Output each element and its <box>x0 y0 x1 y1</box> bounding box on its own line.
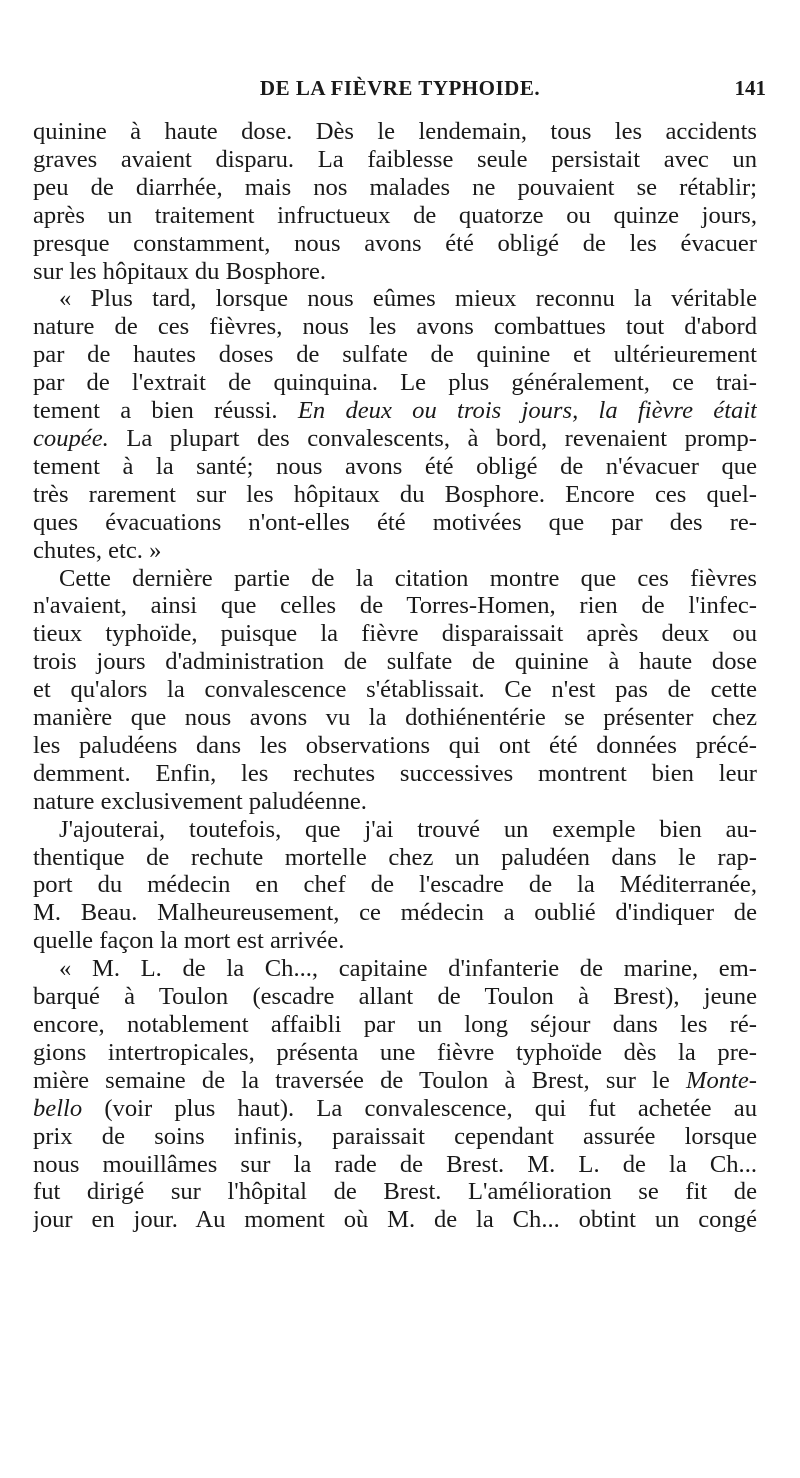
text-line: après un traitement infructueux de quatorze ou quinze jours, <box>33 201 757 229</box>
text-line: tement a bien réussi. En deux ou trois jours, la fièvre était <box>33 397 757 425</box>
text-line: ques évacuations n'ont-elles été motivées que par des re- <box>33 508 757 536</box>
text-line: thentique de rechute mortelle chez un paludéen dans le rap- <box>33 843 757 871</box>
text-line: n'avaient, ainsi que celles de Torres-Homen, rien de l'infec- <box>33 592 757 620</box>
text-line: coupée. La plupart des convalescents, à bord, revenaient promp- <box>33 424 757 452</box>
text-line: par de hautes doses de sulfate de quinine et ultérieurement <box>33 341 757 369</box>
text-line: fut dirigé sur l'hôpital de Brest. L'amélioration se fit de <box>33 1178 757 1206</box>
text-line: nature de ces fièvres, nous les avons combattues tout d'abord <box>33 313 757 341</box>
text-line: peu de diarrhée, mais nos malades ne pouvaient se rétablir; <box>33 173 757 201</box>
text-line: presque constamment, nous avons été obligé de les évacuer <box>33 229 757 257</box>
text-line: J'ajouterai, toutefois, que j'ai trouvé un exemple bien au- <box>59 815 757 843</box>
text-line: quinine à haute dose. Dès le lendemain, tous les accidents <box>33 118 757 145</box>
text-line: quelle façon la mort est arrivée. <box>33 927 345 955</box>
text-line: et qu'alors la convalescence s'établissait. Ce n'est pas de cette <box>33 676 757 704</box>
text-line: trois jours d'administration de sulfate de quinine à haute dose <box>33 648 757 676</box>
text-line: prix de soins infinis, paraissait cependant assurée lorsque <box>33 1122 757 1150</box>
text-line: « Plus tard, lorsque nous eûmes mieux reconnu la véritable <box>59 285 757 313</box>
text-line: par de l'extrait de quinquina. Le plus généralement, ce trai- <box>33 369 757 397</box>
text-line: gions intertropicales, présenta une fièvre typhoïde dès la pre- <box>33 1038 757 1066</box>
text-line: nature exclusivement paludéenne. <box>33 787 367 815</box>
text-line: graves avaient disparu. La faiblesse seule persistait avec un <box>33 145 757 173</box>
text-line: encore, notablement affaibli par un long séjour dans les ré- <box>33 1011 757 1038</box>
text-line: tement à la santé; nous avons été obligé de n'évacuer que <box>33 452 757 480</box>
text-line: manière que nous avons vu la dothiénentérie se présenter chez <box>33 704 757 732</box>
text-line: tieux typhoïde, puisque la fièvre disparaissait après deux ou <box>33 620 757 648</box>
text-line: jour en jour. Au moment où M. de la Ch... obtint un congé <box>33 1206 757 1234</box>
running-head <box>30 76 770 106</box>
running-title: DE LA FIÈVRE TYPHOIDE. <box>259 76 541 100</box>
text-line: barqué à Toulon (escadre allant de Toulon à Brest), jeune <box>33 983 757 1011</box>
page-number: 141 <box>734 76 766 100</box>
text-line: chutes, etc. » <box>33 536 162 564</box>
text-line: très rarement sur les hôpitaux du Bosphore. Encore ces quel- <box>33 480 757 508</box>
body-text <box>33 118 757 1234</box>
text-line: Cette dernière partie de la citation montre que ces fièvres <box>59 564 757 592</box>
text-line: sur les hôpitaux du Bosphore. <box>33 257 327 285</box>
text-line: M. Beau. Malheureusement, ce médecin a oublié d'indiquer de <box>33 899 757 927</box>
text-line: port du médecin en chef de l'escadre de la Méditerranée, <box>33 871 757 899</box>
text-line: demment. Enfin, les rechutes successives montrent bien leur <box>33 759 757 787</box>
text-line: les paludéens dans les observations qui ont été données précé- <box>33 731 757 759</box>
text-line: nous mouillâmes sur la rade de Brest. M. L. de la Ch... <box>33 1150 757 1178</box>
text-line: mière semaine de la traversée de Toulon à Brest, sur le Monte- <box>33 1066 757 1094</box>
text-line: « M. L. de la Ch..., capitaine d'infanterie de marine, em- <box>59 955 757 983</box>
text-line: bello (voir plus haut). La convalescence, qui fut achetée au <box>33 1094 757 1122</box>
